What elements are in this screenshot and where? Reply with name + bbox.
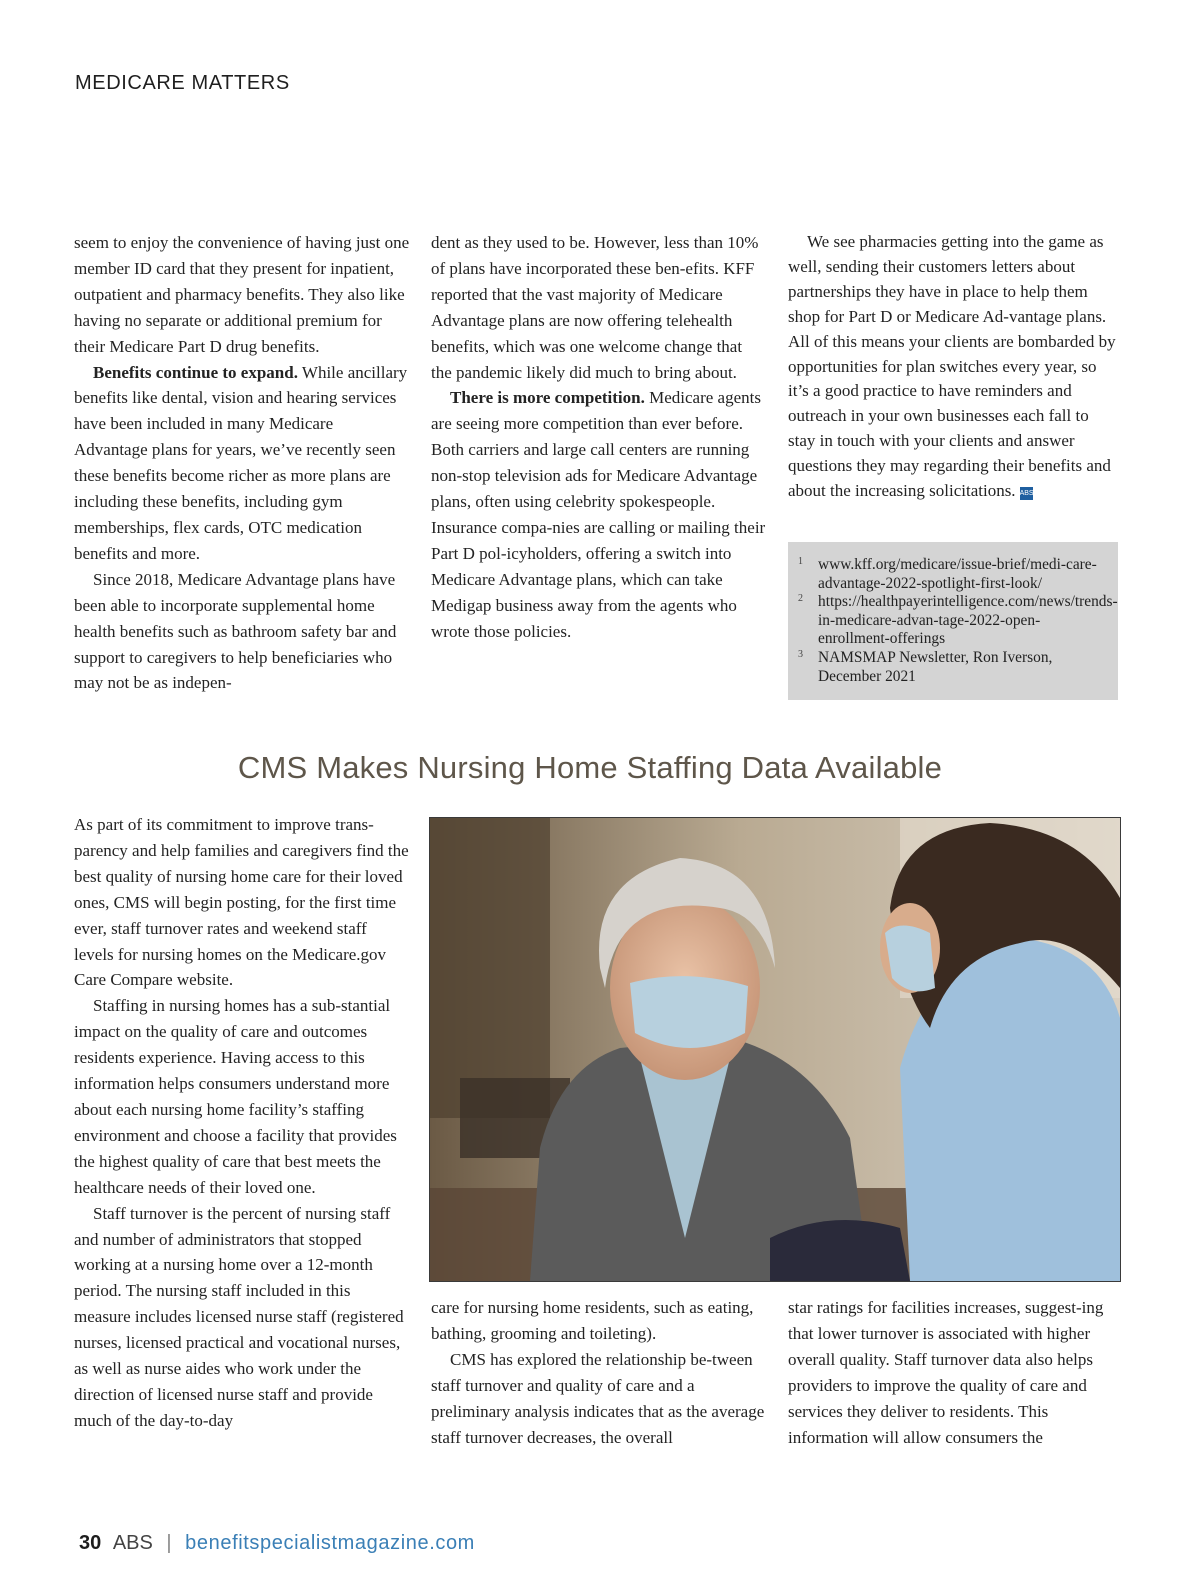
reference-number: 1 bbox=[798, 556, 803, 567]
reference-item bbox=[798, 556, 1106, 593]
article-column-3 bbox=[788, 1295, 1124, 1450]
column-3 bbox=[788, 230, 1118, 504]
reference-item bbox=[798, 593, 1118, 649]
paragraph-text: Medicare agents are seeing more competition than ever before. Both carriers and large call centers are running non-stop television ads for Medicare Advantage plans, often using celebrity spokespeople. Insurance compa-nies are calling or mailing their Part D pol-icyholders, offering a switch into Medicare Advantage plans, which can take Medigap business away from the agents who wrote those policies. bbox=[431, 388, 766, 641]
end-mark-icon: ABS bbox=[1020, 487, 1033, 500]
publication-name: ABS bbox=[112, 1532, 153, 1554]
section-label: MEDICARE MATTERS bbox=[75, 72, 290, 94]
paragraph: star ratings for facilities increases, suggest-ing that lower turnover is associated with higher overall quality. Staff turnover data also helps providers to improve the quality of care and services they deliver to residents. This information will allow consumers the bbox=[788, 1298, 1104, 1447]
paragraph: dent as they used to be. However, less than 10% of plans have incorporated these ben-efits. KFF reported that the vast majority of Medicare Advantage plans are now offering telehealth benefits, which was one welcome change that the pandemic likely did much to bring about. bbox=[431, 233, 759, 382]
article-title: CMS Makes Nursing Home Staffing Data Available bbox=[237, 750, 943, 785]
nurse-and-resident-photo bbox=[430, 818, 1120, 1281]
page-number: 30 bbox=[79, 1532, 102, 1554]
column-1 bbox=[74, 230, 410, 696]
paragraph: Staff turnover is the percent of nursing staff and number of administrators that stopped working at a nursing home over a 12-month period. The nursing staff included in this measure includes licensed nurse staff (registered nurses, licensed practical and vocational nurses, as well as nurse aides who work under the direction of licensed nurse staff and provide much of the day-to-day bbox=[74, 1203, 404, 1430]
article-column-2 bbox=[431, 1295, 767, 1450]
run-in-heading: Benefits continue to expand. bbox=[93, 362, 298, 382]
website-link[interactable]: benefitspecialistmagazine.com bbox=[185, 1532, 475, 1554]
page-footer bbox=[79, 1532, 475, 1555]
reference-text: NAMSMAP Newsletter, Ron Iverson, December 2021 bbox=[818, 648, 1053, 685]
reference-item bbox=[798, 649, 1106, 686]
paragraph: Since 2018, Medicare Advantage plans have been able to incorporate supplemental home health benefits such as bathroom safety bar and support to caregivers to help beneficiaries who may not be as indepen- bbox=[74, 569, 397, 693]
article-column-1 bbox=[74, 812, 410, 1434]
references-box bbox=[788, 542, 1118, 700]
paragraph: seem to enjoy the convenience of having just one member ID card that they present for inpatient, outpatient and pharmacy benefits. They also like having no separate or additional premium for their Medicare Part D drug benefits. bbox=[74, 233, 410, 356]
reference-number: 2 bbox=[798, 593, 803, 605]
column-2 bbox=[431, 230, 767, 645]
paragraph: Staffing in nursing homes has a sub-stantial impact on the quality of care and outcomes residents experience. Having access to this information helps consumers understand more about each nursing home facility’s staffing environment and choose a facility that provides the highest quality of care that best meets the healthcare needs of their loved one. bbox=[74, 996, 397, 1197]
paragraph-text: While ancillary benefits like dental, vision and hearing services have been included in many Medicare Advantage plans for years, we’ve recently seen these benefits become richer as more plans are including these benefits, including gym memberships, flex cards, OTC medication benefits and more. bbox=[74, 362, 408, 563]
paragraph bbox=[74, 360, 410, 567]
paragraph bbox=[788, 230, 1118, 504]
paragraph: care for nursing home residents, such as eating, bathing, grooming and toileting). bbox=[431, 1298, 754, 1343]
paragraph bbox=[431, 385, 767, 644]
footer-separator: | bbox=[166, 1532, 172, 1554]
paragraph-text: We see pharmacies getting into the game as well, sending their customers letters about partnerships they have in place to help them shop for Part D or Medicare Ad-vantage plans. All of this means your clients are bombarded by opportunities for plan switches every year, so it’s a good practice to have reminders and outreach in your own businesses each fall to stay in touch with your clients and answer questions they may regarding their benefits and about the increasing solicitations. bbox=[788, 232, 1116, 501]
run-in-heading: There is more competition. bbox=[450, 388, 645, 408]
paragraph: As part of its commitment to improve trans-parency and help families and caregivers find the best quality of nursing home care for their loved ones, CMS will begin posting, for the first time ever, staff turnover rates and weekend staff levels for nursing homes on the Medicare.gov Care Compare website. bbox=[74, 815, 409, 990]
reference-text: https://healthpayerintelligence.com/news/trends-in-medicare-advan-tage-2022-open-enrollment-offerings bbox=[818, 593, 1118, 648]
reference-text: www.kff.org/medicare/issue-brief/medi-care-advantage-2022-spotlight-first-look/ bbox=[818, 556, 1097, 592]
article-photo bbox=[429, 817, 1121, 1282]
reference-number: 3 bbox=[798, 648, 803, 660]
paragraph: CMS has explored the relationship be-tween staff turnover and quality of care and a preliminary analysis indicates that as the average staff turnover decreases, the overall bbox=[431, 1349, 765, 1447]
